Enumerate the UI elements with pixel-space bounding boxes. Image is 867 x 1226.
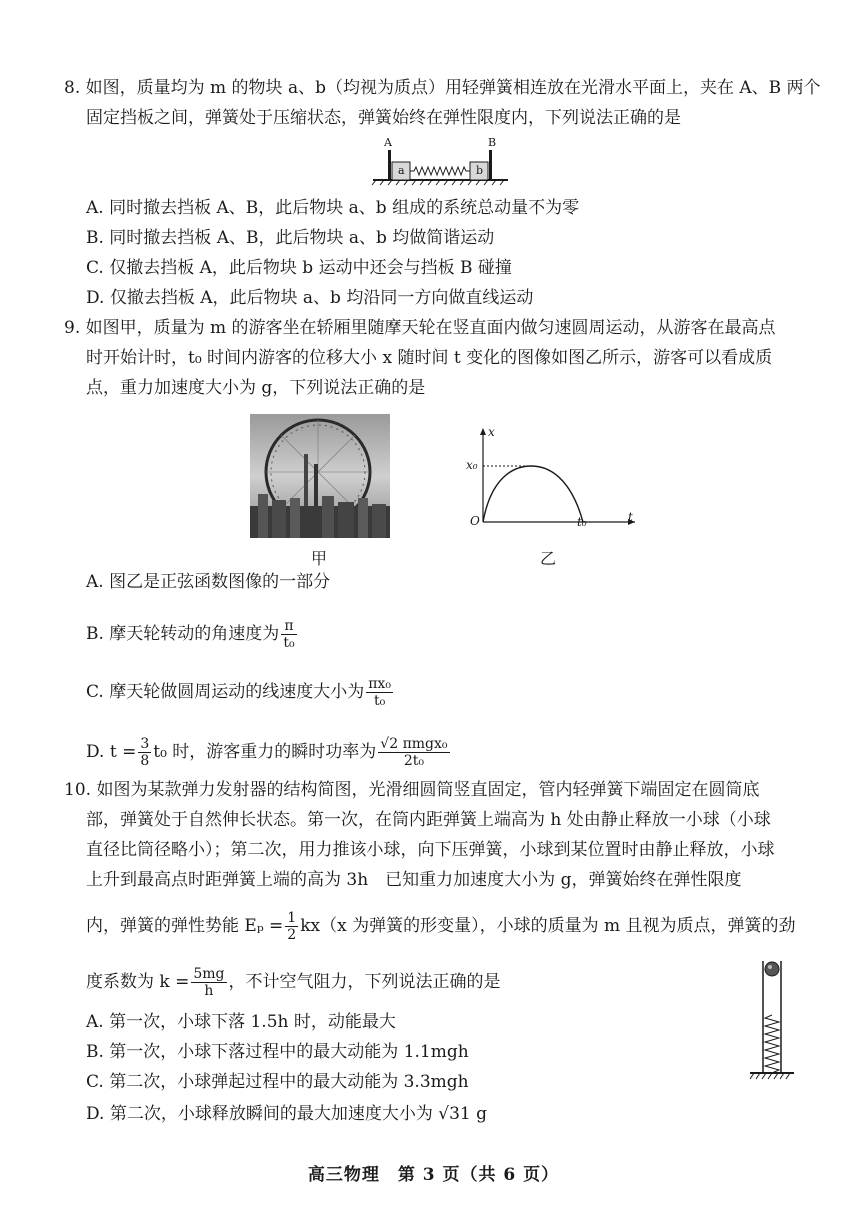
q9-option-b-num: π bbox=[281, 618, 296, 635]
q9-option-c-num: πx₀ bbox=[368, 676, 391, 692]
q10-line6 bbox=[86, 966, 501, 999]
caption-jia: 甲 bbox=[311, 549, 328, 568]
spring-tube-figure bbox=[748, 955, 796, 1085]
q10-option-b: B. 第一次，小球下落过程中的最大动能为 1.1mgh bbox=[86, 1042, 469, 1062]
q8-line2: 固定挡板之间，弹簧处于压缩状态，弹簧始终在弹性限度内，下列说法正确的是 bbox=[86, 108, 681, 128]
q9-option-d-frac1-den: 8 bbox=[140, 753, 150, 769]
q10-line6-post: ，不计空气阻力，下列说法正确的是 bbox=[228, 972, 501, 992]
q8-label-A: A bbox=[384, 136, 392, 149]
q10-line5-num: 1 bbox=[287, 910, 297, 926]
q10-option-c: C. 第二次，小球弹起过程中的最大动能为 3.3mgh bbox=[86, 1072, 469, 1092]
q10-line1: 10. 如图为某款弹力发射器的结构简图，光滑细圆筒竖直固定，管内轻弹簧下端固定在圆筒底 bbox=[64, 780, 760, 800]
q9-option-d-frac2-den: 2t₀ bbox=[403, 753, 424, 769]
q8-option-a: A. 同时撤去挡板 A、B，此后物块 a、b 组成的系统总动量不为零 bbox=[86, 198, 580, 218]
q9-option-a: A. 图乙是正弦函数图像的一部分 bbox=[86, 572, 331, 592]
q8-label-B: B bbox=[488, 136, 497, 149]
q10-line6-frac bbox=[191, 966, 226, 999]
q10-line6-den: h bbox=[204, 983, 214, 999]
q9-option-c-frac bbox=[366, 676, 393, 709]
graph-x0-tick: x₀ bbox=[466, 458, 478, 472]
q10-line5-den: 2 bbox=[287, 927, 297, 943]
q9-option-d-frac2-num: √2 πmgx₀ bbox=[380, 736, 448, 752]
q8-option-b: B. 同时撤去挡板 A、B，此后物块 a、b 均做简谐运动 bbox=[86, 228, 495, 248]
q9-option-b bbox=[86, 618, 299, 651]
q10-line5-pre: 内，弹簧的弹性势能 Eₚ = bbox=[86, 916, 284, 936]
displacement-time-graph bbox=[455, 424, 645, 536]
q9-option-c bbox=[86, 676, 395, 709]
q10-line4: 上升到最高点时距弹簧上端的高为 3h 已知重力加速度大小为 g，弹簧始终在弹性限度 bbox=[86, 870, 742, 890]
q9-option-c-den: t₀ bbox=[373, 693, 386, 709]
graph-t0-tick: t₀ bbox=[577, 515, 587, 529]
ferris-wheel-photo bbox=[250, 414, 390, 538]
q9-option-c-text: C. 摩天轮做圆周运动的线速度大小为 bbox=[86, 682, 365, 702]
q9-line3: 点，重力加速度大小为 g，下列说法正确的是 bbox=[86, 378, 426, 398]
q9-line2: 时开始计时，t₀ 时间内游客的位移大小 x 随时间 t 变化的图像如图乙所示，游客可以看成质 bbox=[86, 348, 773, 368]
q8-option-d: D. 仅撤去挡板 A，此后物块 a、b 均沿同一方向做直线运动 bbox=[86, 288, 534, 308]
q9-option-d-frac2 bbox=[378, 736, 449, 769]
q8-line1: 8. 如图，质量均为 m 的物块 a、b（均视为质点）用轻弹簧相连放在光滑水平面上，夹在 A、B 两个 bbox=[64, 78, 821, 98]
page-footer: 高三物理 第 3 页（共 6 页） bbox=[307, 1165, 560, 1185]
q10-option-d: D. 第二次，小球释放瞬间的最大加速度大小为 √31 g bbox=[86, 1104, 487, 1124]
q8-label-b: b bbox=[476, 164, 484, 177]
q9-option-d bbox=[86, 736, 452, 769]
q10-line3: 直径比筒径略小）；第二次，用力推该小球，向下压弹簧，小球到某位置时由静止释放，小球 bbox=[86, 840, 775, 860]
q9-option-b-text: B. 摩天轮转动的角速度为 bbox=[86, 624, 280, 644]
q9-option-d-mid: t₀ 时，游客重力的瞬时功率为 bbox=[153, 742, 377, 762]
caption-yi: 乙 bbox=[540, 549, 557, 568]
q8-label-a: a bbox=[398, 164, 405, 177]
q9-line1: 9. 如图甲，质量为 m 的游客坐在轿厢里随摩天轮在竖直面内做匀速圆周运动，从游客在最高点 bbox=[64, 318, 776, 338]
graph-origin-label: O bbox=[470, 514, 480, 528]
q10-line5-post: kx（x 为弹簧的形变量），小球的质量为 m 且视为质点，弹簧的劲 bbox=[300, 916, 796, 936]
q9-option-d-frac1-num: 3 bbox=[140, 736, 150, 752]
q10-line5 bbox=[86, 910, 796, 943]
graph-x-axis-label: t bbox=[628, 510, 633, 524]
q8-option-c: C. 仅撤去挡板 A，此后物块 b 运动中还会与挡板 B 碰撞 bbox=[86, 258, 512, 278]
q10-line2: 部，弹簧处于自然伸长状态。第一次，在筒内距弹簧上端高为 h 处由静止释放一小球（小球 bbox=[86, 810, 771, 830]
q9-option-d-pre: D. t = bbox=[86, 742, 137, 762]
q9-option-b-frac bbox=[281, 618, 296, 651]
q9-option-b-den: t₀ bbox=[283, 635, 295, 651]
q10-line6-pre: 度系数为 k = bbox=[86, 972, 190, 992]
q10-line5-frac bbox=[285, 910, 298, 943]
graph-y-axis-label: x bbox=[488, 425, 495, 439]
q9-option-d-frac1 bbox=[138, 736, 151, 769]
q10-option-a: A. 第一次，小球下落 1.5h 时，动能最大 bbox=[86, 1012, 396, 1032]
q10-line6-num: 5mg bbox=[193, 966, 225, 982]
